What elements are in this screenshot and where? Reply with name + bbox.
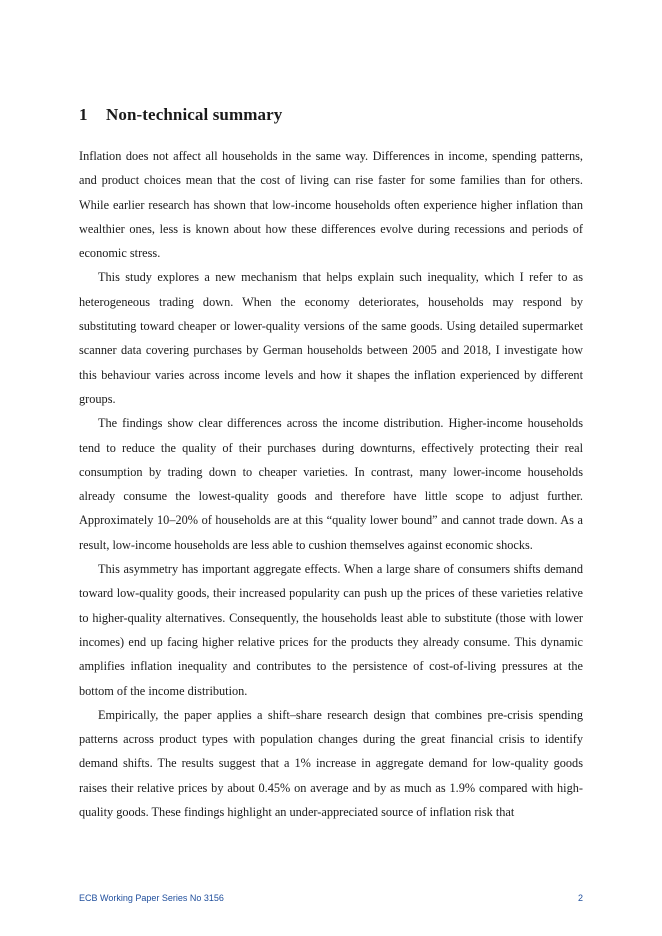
page-footer (79, 893, 583, 903)
section-heading (79, 105, 282, 125)
section-title: Non-technical summary (106, 105, 283, 124)
body-text (79, 144, 583, 824)
paragraph-4: This asymmetry has important aggregate effects. When a large share of consumers shifts demand toward low-quality goods, their increased popularity can push up the prices of these varieties relative to higher-quality alternatives. Consequently, the households least able to substitute (those with lower incomes) end up facing higher relative prices for the products they already consume. This dynamic amplifies inflation inequality and contributes to the persistence of cost-of-living pressures at the bottom of the income distribution. (79, 562, 583, 698)
paragraph-1: Inflation does not affect all households in the same way. Differences in income, spending patterns, and product choices mean that the cost of living can rise faster for some families than for others. While earlier research has shown that low-income households often experience higher inflation than wealthier ones, less is known about how these differences evolve during recessions and periods of economic stress. (79, 149, 583, 261)
section-number: 1 (79, 105, 88, 124)
series-label[interactable]: ECB Working Paper Series No 3156 (79, 893, 224, 903)
page-number: 2 (577, 893, 583, 903)
paragraph-2: This study explores a new mechanism that helps explain such inequality, which I refer to as heterogeneous trading down. When the economy deteriorates, households may respond by substituting toward cheaper or lower-quality versions of the same goods. Using detailed supermarket scanner data covering purchases by German households between 2005 and 2018, I investigate how this behaviour varies across income levels and how it shapes the inflation experienced by different groups. (79, 270, 583, 406)
paragraph-3: The findings show clear differences across the income distribution. Higher-income households tend to reduce the quality of their purchases during downturns, effectively protecting their real consumption by trading down to cheaper varieties. In contrast, many lower-income households already consume the lowest-quality goods and therefore have little scope to adjust further. Approximately 10–20% of households are at this “quality lower bound” and cannot trade down. As a result, low-income households are less able to cushion themselves against economic shocks. (79, 416, 583, 552)
paragraph-5: Empirically, the paper applies a shift–share research design that combines pre-crisis spending patterns across product types with population changes during the great financial crisis to identify demand shifts. The results suggest that a 1% increase in aggregate demand for low-quality goods raises their relative prices by about 0.45% on average and by as much as 1.9% compared with high-quality goods. These findings highlight an under-appreciated source of inflation risk that (79, 707, 583, 820)
